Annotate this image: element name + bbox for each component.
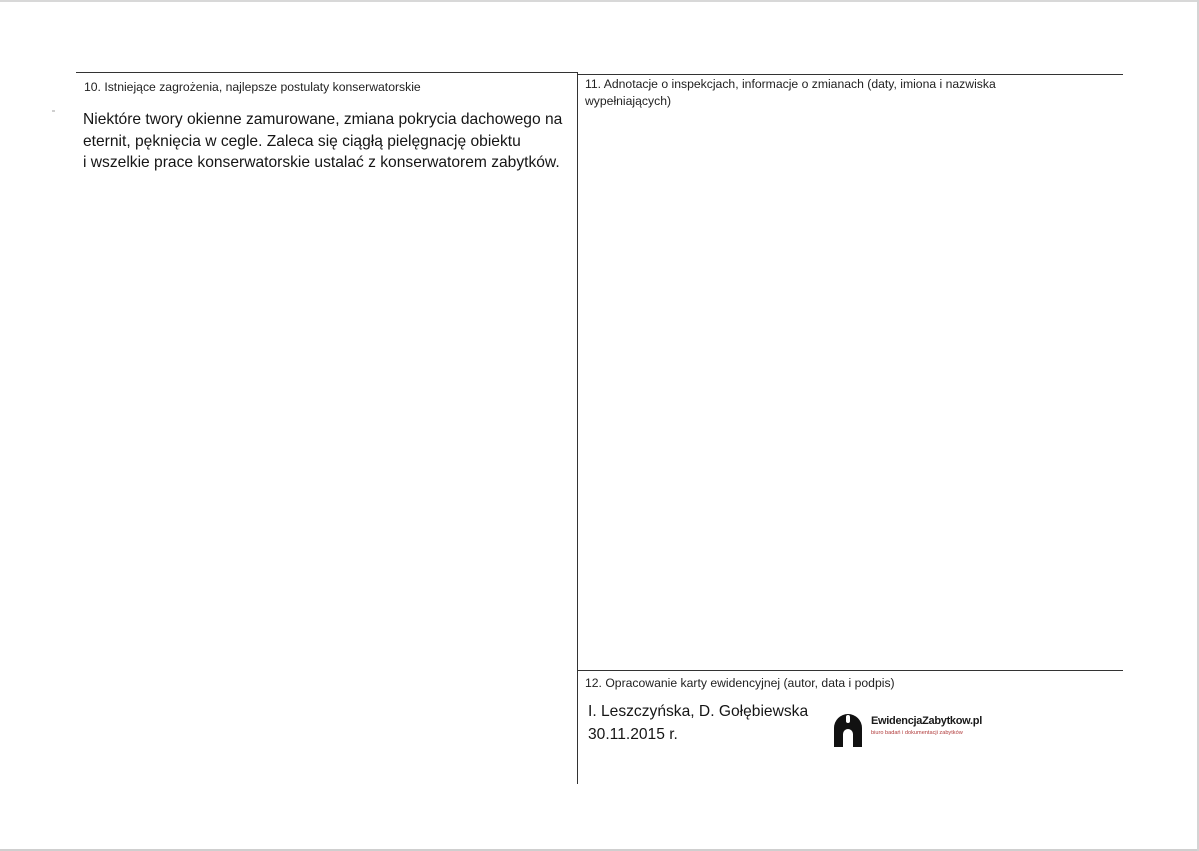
section10-line: eternit, pęknięcia w cegle. Zaleca się ciągłą pielęgnację obiektu (83, 132, 521, 150)
section10-top-rule (76, 72, 577, 73)
section10-line: Niektóre twory okienne zamurowane, zmiana pokrycia dachowego na (83, 111, 563, 128)
section11-top-rule (578, 74, 1123, 75)
scan-edge-top (0, 0, 1199, 2)
scan-speck (52, 110, 55, 112)
section11-heading: 11. Adnotacje o inspekcjach, informacje o zmianach (daty, imiona i nazwiska wypełniających) (585, 77, 996, 108)
keyhole-arch-icon (832, 712, 864, 748)
stamp-title: EwidencjaZabytkow.pl (871, 715, 982, 727)
section10-body (83, 109, 569, 174)
document-date: 30.11.2015 r. (588, 726, 678, 743)
company-stamp (832, 712, 1002, 748)
author-names: I. Leszczyńska, D. Gołębiewska (588, 703, 809, 720)
section10-heading: 10. Istniejące zagrożenia, najlepsze postulaty konserwatorskie (84, 80, 421, 94)
section12-heading: 12. Opracowanie karty ewidencyjnej (autor, data i podpis) (585, 676, 895, 690)
section10-line: i wszelkie prace konserwatorskie ustalać z konserwatorem zabytków. (83, 154, 560, 171)
stamp-subtitle: biuro badań i dokumentacji zabytków (871, 730, 963, 736)
column-divider (577, 72, 578, 784)
section12-top-rule (578, 670, 1123, 671)
